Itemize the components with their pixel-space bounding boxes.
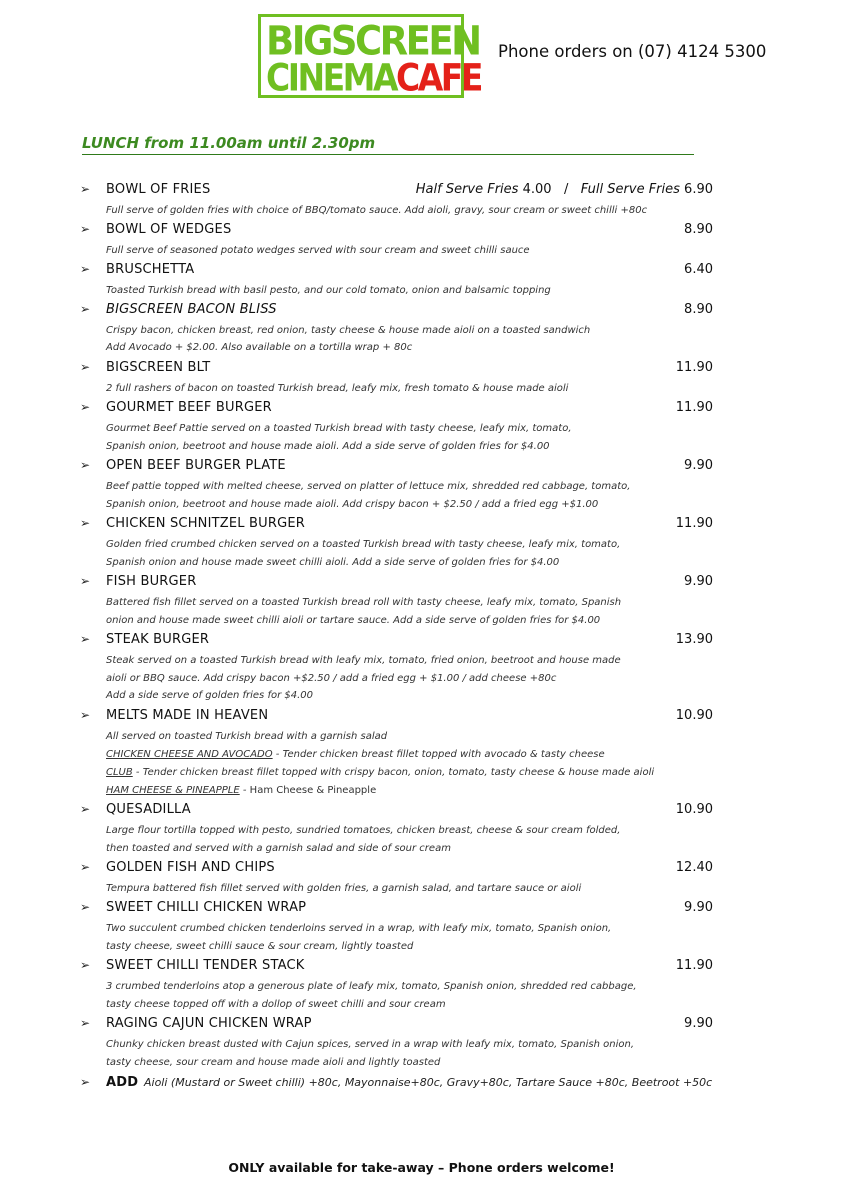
item-price: 11.90	[675, 400, 713, 415]
full-serve-price: 6.90	[684, 182, 713, 197]
menu-item	[0, 708, 843, 726]
item-description: Two succulent crumbed chicken tenderloins served in a wrap, with leafy mix, tomato, Spanish onion,	[106, 923, 612, 934]
item-description: Golden fried crumbed chicken served on a toasted Turkish bread with tasty cheese, leafy mix, tomato,	[106, 539, 621, 550]
item-name: SWEET CHILLI TENDER STACK	[106, 958, 305, 973]
item-description: Tempura battered fish fillet served with golden fries, a garnish salad, and tartare sauce or aioli	[106, 883, 582, 894]
melt-option-title: HAM CHEESE & PINEAPPLE	[106, 785, 240, 796]
bullet-arrow-icon: ➢	[80, 360, 91, 374]
item-description: 3 crumbed tenderloins atop a generous plate of leafy mix, tomato, Spanish onion, shredded red cabbage,	[106, 981, 637, 992]
item-price: 9.90	[684, 1016, 713, 1031]
item-description: Spanish onion and house made sweet chilli aioli. Add a side serve of golden fries for $4.00	[106, 557, 560, 568]
half-serve-price: 4.00	[522, 182, 552, 197]
item-name: BRUSCHETTA	[106, 262, 195, 277]
logo-line-1: BIGSCREEN	[266, 17, 480, 65]
item-price: 9.90	[684, 574, 713, 589]
item-description: then toasted and served with a garnish salad and side of sour cream	[106, 843, 451, 854]
melt-option-text: Ham Cheese & Pineapple	[249, 785, 377, 796]
item-name: OPEN BEEF BURGER PLATE	[106, 458, 286, 473]
half-serve-label: Half Serve Fries	[415, 182, 519, 197]
bullet-arrow-icon: ➢	[80, 262, 91, 276]
menu-item	[0, 400, 843, 418]
item-description: tasty cheese, sweet chilli sauce & sour cream, lightly toasted	[106, 941, 414, 952]
item-name: BOWL OF FRIES	[106, 182, 211, 197]
item-price: 10.90	[675, 802, 713, 817]
menu-item	[0, 1016, 843, 1034]
item-name: STEAK BURGER	[106, 632, 210, 647]
item-description: Add a side serve of golden fries for $4.00	[106, 690, 313, 701]
bullet-arrow-icon: ➢	[80, 802, 91, 816]
bullet-arrow-icon: ➢	[80, 302, 91, 316]
menu-item	[0, 262, 843, 280]
melt-option	[106, 785, 376, 796]
item-description: Full serve of seasoned potato wedges served with sour cream and sweet chilli sauce	[106, 245, 530, 256]
item-name: MELTS MADE IN HEAVEN	[106, 708, 269, 723]
melt-option-title: CHICKEN CHEESE AND AVOCADO	[106, 749, 273, 760]
bullet-arrow-icon: ➢	[80, 516, 91, 530]
item-name: BIGSCREEN BACON BLISS	[106, 302, 277, 317]
item-name: BIGSCREEN BLT	[106, 360, 211, 375]
add-ons	[0, 1075, 843, 1093]
item-description: onion and house made sweet chilli aioli or tartare sauce. Add a side serve of golden fries for $4.00	[106, 615, 601, 626]
bullet-arrow-icon: ➢	[80, 574, 91, 588]
item-description: tasty cheese topped off with a dollop of sweet chilli and sour cream	[106, 999, 446, 1010]
item-name: RAGING CAJUN CHICKEN WRAP	[106, 1016, 312, 1031]
price-separator: /	[563, 182, 569, 197]
bullet-arrow-icon: ➢	[80, 860, 91, 874]
item-description: Crispy bacon, chicken breast, red onion, tasty cheese & house made aioli on a toasted sandwich	[106, 325, 591, 336]
item-price: 11.90	[675, 360, 713, 375]
section-title: LUNCH from 11.00am until 2.30pm	[82, 134, 694, 155]
item-price: 10.90	[675, 708, 713, 723]
menu-item	[0, 222, 843, 240]
bullet-arrow-icon: ➢	[80, 400, 91, 414]
bullet-arrow-icon: ➢	[80, 900, 91, 914]
menu-item	[0, 860, 843, 878]
melt-option-text: - Tender chicken breast fillet topped with avocado & tasty cheese	[272, 749, 605, 760]
melt-option-text: - Tender chicken breast fillet topped with crispy bacon, onion, tomato, tasty cheese & house made aioli	[132, 767, 655, 778]
item-description: Add Avocado + $2.00. Also available on a tortilla wrap + 80c	[106, 342, 413, 353]
logo-cafe: CAFE	[396, 55, 481, 100]
menu-item	[0, 182, 843, 200]
item-price: 11.90	[675, 516, 713, 531]
melt-option	[106, 767, 654, 778]
bullet-arrow-icon: ➢	[80, 1016, 91, 1030]
item-description: Gourmet Beef Pattie served on a toasted Turkish bread with tasty cheese, leafy mix, tomato,	[106, 423, 572, 434]
item-description: 2 full rashers of bacon on toasted Turkish bread, leafy mix, fresh tomato & house made aioli	[106, 383, 569, 394]
bullet-arrow-icon: ➢	[80, 958, 91, 972]
add-label: ADD	[106, 1075, 139, 1090]
menu-item	[0, 516, 843, 534]
menu-item	[0, 302, 843, 320]
item-description: Toasted Turkish bread with basil pesto, and our cold tomato, onion and balsamic topping	[106, 285, 551, 296]
item-price: 11.90	[675, 958, 713, 973]
logo-cinema: CINEMA	[266, 55, 397, 100]
item-description: Large flour tortilla topped with pesto, sundried tomatoes, chicken breast, cheese & sour cream folded,	[106, 825, 621, 836]
bullet-arrow-icon: ➢	[80, 182, 91, 196]
item-description: Full serve of golden fries with choice of BBQ/tomato sauce. Add aioli, gravy, sour cream or sweet chilli +80c	[106, 205, 648, 216]
bullet-arrow-icon: ➢	[80, 458, 91, 472]
fries-prices	[416, 182, 713, 197]
item-price: 9.90	[684, 458, 713, 473]
item-name: CHICKEN SCHNITZEL BURGER	[106, 516, 306, 531]
melt-option-dash: -	[239, 785, 250, 796]
menu-item	[0, 802, 843, 820]
item-description: Battered fish fillet served on a toasted Turkish bread roll with tasty cheese, leafy mix, tomato, Spanish	[106, 597, 622, 608]
item-description: aioli or BBQ sauce. Add crispy bacon +$2.50 / add a fried egg + $1.00 / add cheese +80c	[106, 673, 557, 684]
item-price: 6.40	[684, 262, 713, 277]
item-price: 8.90	[684, 302, 713, 317]
menu-item	[0, 958, 843, 976]
item-price: 12.40	[675, 860, 713, 875]
item-name: QUESADILLA	[106, 802, 191, 817]
item-price: 13.90	[675, 632, 713, 647]
melt-option	[106, 749, 605, 760]
menu-item	[0, 360, 843, 378]
item-description: Chunky chicken breast dusted with Cajun spices, served in a wrap with leafy mix, tomato, Spanish onion,	[106, 1039, 635, 1050]
menu-item	[0, 632, 843, 650]
item-description: Spanish onion, beetroot and house made aioli. Add a side serve of golden fries for $4.00	[106, 441, 550, 452]
phone-orders: Phone orders on (07) 4124 5300	[498, 42, 767, 61]
item-price: 9.90	[684, 900, 713, 915]
item-name: GOLDEN FISH AND CHIPS	[106, 860, 275, 875]
item-name: FISH BURGER	[106, 574, 197, 589]
item-description: tasty cheese, sour cream and house made aioli and lightly toasted	[106, 1057, 441, 1068]
melt-option-title: CLUB	[106, 767, 133, 778]
item-description: Beef pattie topped with melted cheese, served on platter of lettuce mix, shredded red cabbage, tomato,	[106, 481, 631, 492]
menu-item	[0, 458, 843, 476]
bullet-arrow-icon: ➢	[80, 632, 91, 646]
bullet-arrow-icon: ➢	[80, 1075, 91, 1089]
item-name: BOWL OF WEDGES	[106, 222, 232, 237]
menu-item	[0, 574, 843, 592]
item-name: SWEET CHILLI CHICKEN WRAP	[106, 900, 307, 915]
bullet-arrow-icon: ➢	[80, 222, 91, 236]
full-serve-label: Full Serve Fries	[580, 182, 680, 197]
item-description: All served on toasted Turkish bread with a garnish salad	[106, 731, 388, 742]
item-description: Spanish onion, beetroot and house made aioli. Add crispy bacon + $2.50 / add a fried egg +$1.00	[106, 499, 599, 510]
item-description: Steak served on a toasted Turkish bread with leafy mix, tomato, fried onion, beetroot and house made	[106, 655, 621, 666]
bullet-arrow-icon: ➢	[80, 708, 91, 722]
item-name: GOURMET BEEF BURGER	[106, 400, 272, 415]
footer-note: ONLY available for take-away – Phone orders welcome!	[228, 1160, 615, 1175]
item-price: 8.90	[684, 222, 713, 237]
add-ons-list: Aioli (Mustard or Sweet chilli) +80c, Mayonnaise+80c, Gravy+80c, Tartare Sauce +80c, Beetroot +50c	[144, 1076, 713, 1089]
menu-item	[0, 900, 843, 918]
